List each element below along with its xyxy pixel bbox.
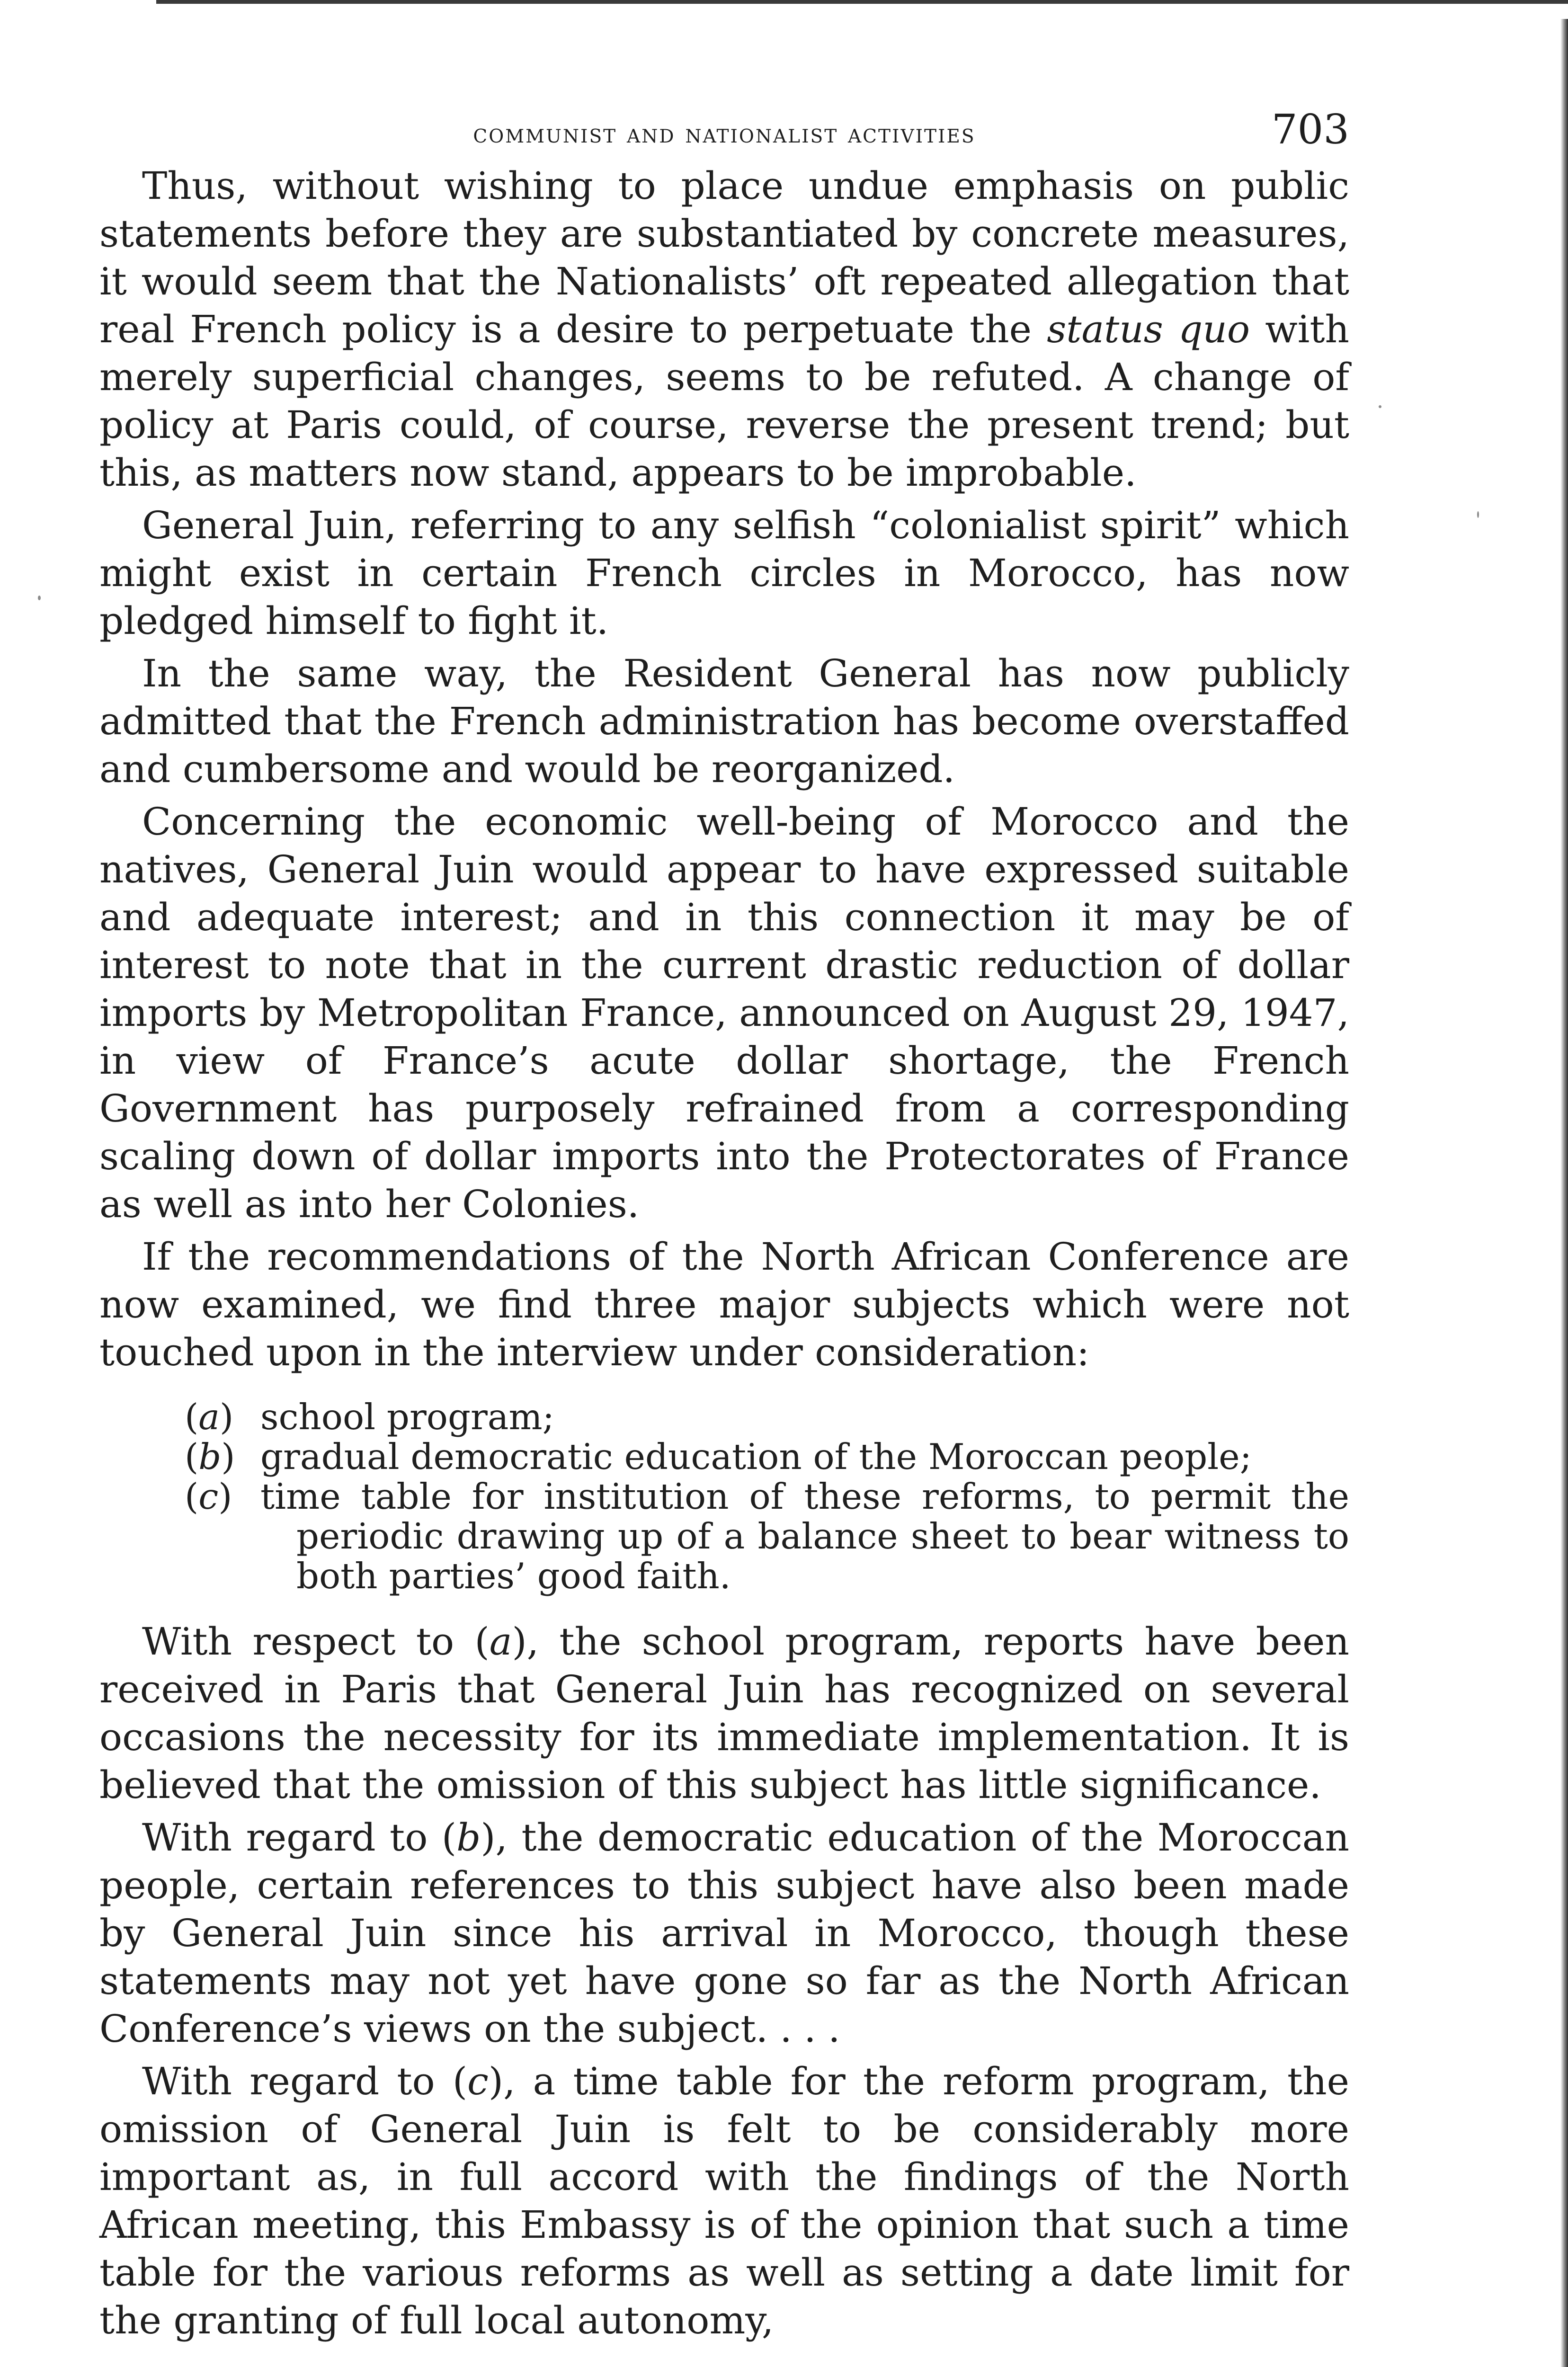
- italic-letter: c: [467, 2059, 489, 2103]
- running-title: communist and nationalist activities: [473, 118, 976, 149]
- paragraph-text: ), the democratic education of the Moroccan people, certain references to this subject have also been made by General Juin since his arrival in Morocco, though these statements may not yet have gone so far as the North African Conference’s views on the subject. . . .: [99, 1815, 1349, 2051]
- italic-letter: a: [489, 1620, 512, 1664]
- paragraph-democratic-education: [99, 1814, 1349, 2053]
- list-item-text: [260, 1477, 1349, 1596]
- paragraph-economic-well-being: Concerning the economic well-being of Morocco and the natives, General Juin would appear to have expressed suitable and adequate interest; and in this connection it may be of interest to note that in the current drastic reduction of dollar imports by Metropolitan France, announced on August 29, 1947, in view of France’s acute dollar shortage, the French Government has purposely refrained from a corresponding scaling down of dollar imports into the Protectorates of France as well as into her Colonies.: [99, 800, 1349, 1226]
- list-item-text: school program;: [260, 1396, 554, 1438]
- paragraph-text: With respect to (: [142, 1620, 490, 1664]
- paragraph-text: ), a time table for the reform program, the omission of General Juin is felt to be considerably more important as, in full accord with the findings of the North African meeting, this Embassy is of the opinion that such a time table for the various reforms as well as setting a date limit for the granting of full local autonomy,: [99, 2059, 1349, 2342]
- paragraph-time-table: [99, 2057, 1349, 2344]
- book-page: [99, 99, 1349, 2344]
- paragraph-recommendations: If the recommendations of the North African Conference are now examined, we find three major subjects which were not touched upon in the interview under consideration:: [99, 1235, 1349, 1374]
- paragraph-text: With regard to (: [142, 2059, 468, 2103]
- scan-speck: [1379, 405, 1381, 408]
- scan-speck: [1477, 511, 1479, 518]
- list-item-label: (b): [185, 1436, 235, 1477]
- paragraph-text: with merely superficial changes, seems to be refuted. A change of policy at Paris could, of course, reverse the present trend; but this, as matters now stand, appears to be improbable.: [99, 307, 1349, 495]
- list-item: [99, 1477, 1349, 1596]
- list-item: [99, 1397, 1349, 1437]
- paragraph-colonialist-spirit: General Juin, referring to any selfish “colonialist spirit” which might exist in certain French circles in Morocco, has now pledged himself to fight it.: [99, 503, 1349, 643]
- paragraph-text: ), the school program, reports have been received in Paris that General Juin has recognized on several occasions the necessity for its immediate implementation. It is believed that the omission of this subject has little significance.: [99, 1620, 1349, 1807]
- list-item-label: (c): [185, 1476, 232, 1517]
- page-number: 703: [1271, 106, 1349, 153]
- paragraph-text: With regard to (: [142, 1815, 457, 1860]
- top-page-edge: [156, 0, 1568, 4]
- paragraph-text: Thus, without wishing to place undue emphasis on public statements before they are substantiated by concrete measures, it would seem that the Nationalists’ oft repeated allegation that real French policy is a desire to perpetuate the: [99, 164, 1349, 351]
- paragraph-resident-general: In the same way, the Resident General has now publicly admitted that the French administration has become overstaffed and cumbersome and would be reorganized.: [99, 651, 1349, 791]
- list-item: [99, 1437, 1349, 1477]
- italic-phrase: status quo: [1047, 307, 1250, 351]
- list-item-text-hanging: time table for institution of these reforms, to permit the periodic drawing up of a balance sheet to bear witness to both parties’ good faith.: [260, 1476, 1349, 1597]
- running-head: [99, 99, 1349, 156]
- paragraph-status-quo: [99, 162, 1349, 497]
- scan-speck: [38, 596, 41, 600]
- list-item-label: (a): [185, 1396, 234, 1438]
- right-page-edge: [1560, 19, 1568, 2367]
- list-item-text: gradual democratic education of the Moroccan people;: [260, 1436, 1252, 1477]
- italic-letter: b: [456, 1815, 481, 1860]
- recommendations-list: [99, 1397, 1349, 1596]
- body-text: [99, 162, 1349, 2344]
- paragraph-school-program: [99, 1618, 1349, 1809]
